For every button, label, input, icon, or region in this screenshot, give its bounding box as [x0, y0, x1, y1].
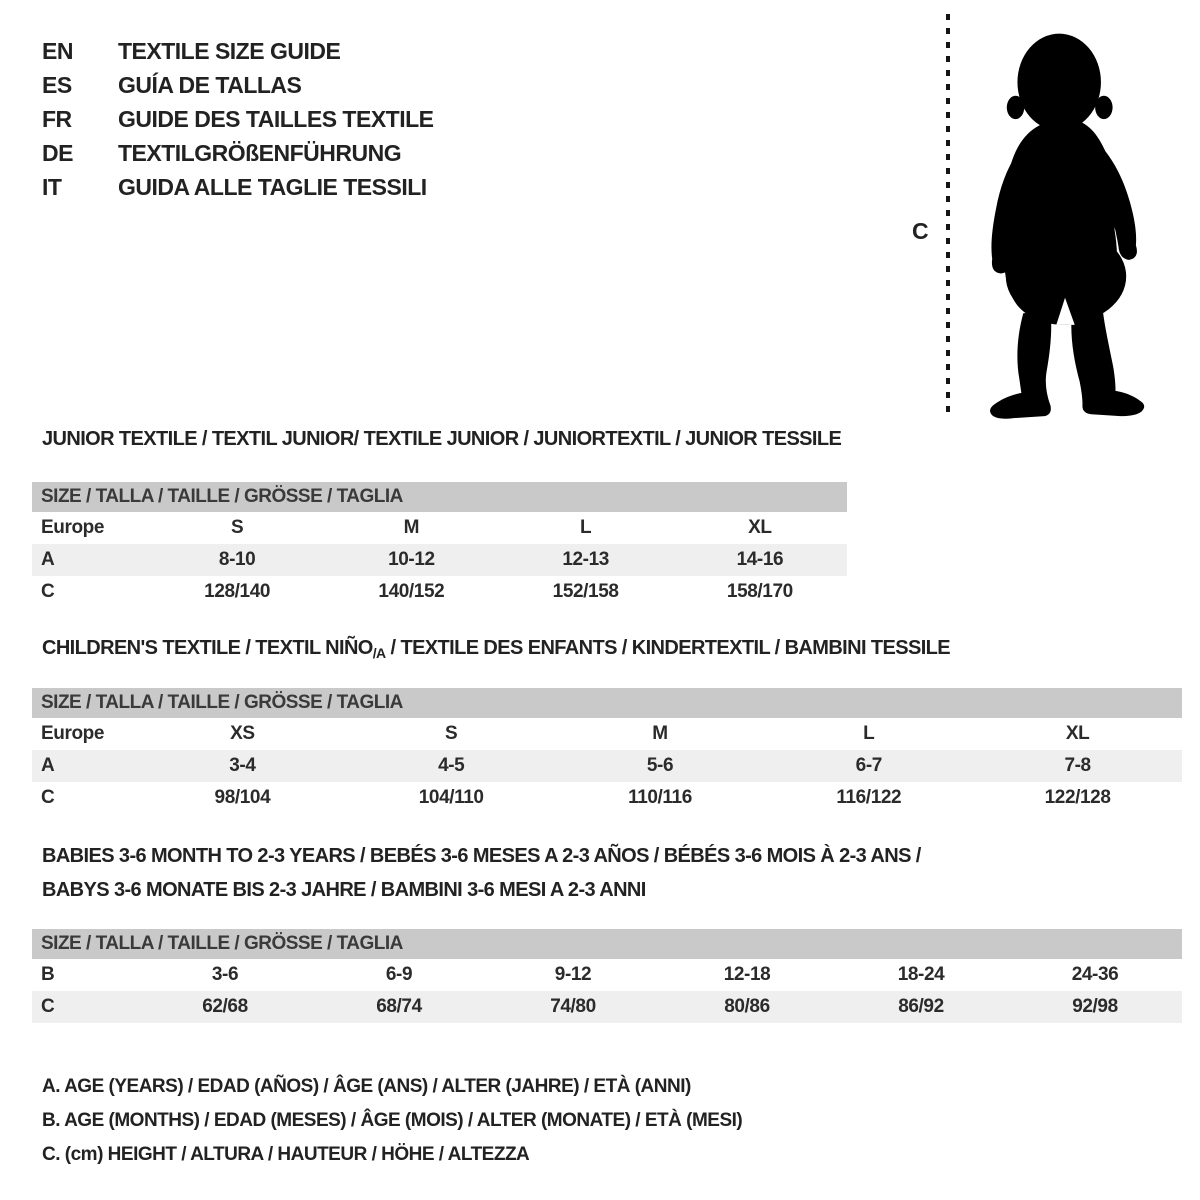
table-cell: 24-36 [1071, 964, 1119, 985]
language-code: EN [42, 37, 73, 64]
table-row-children-age [32, 750, 1182, 782]
section-title-children-pre: CHILDREN'S TEXTILE / TEXTIL NIÑO [42, 637, 373, 659]
section-title-babies-line2: BABYS 3-6 MONATE BIS 2-3 JAHRE / BAMBINI 3-6 MESI A 2-3 ANNI [42, 879, 646, 901]
table-cell: C [41, 581, 55, 602]
language-code: DE [42, 139, 73, 166]
language-code: IT [42, 173, 62, 200]
language-row-de [42, 136, 434, 170]
table-cell: 74/80 [550, 996, 596, 1017]
section-title-junior: JUNIOR TEXTILE / TEXTIL JUNIOR/ TEXTILE JUNIOR / JUNIORTEXTIL / JUNIOR TESSILE [42, 428, 842, 450]
table-cell: 98/104 [214, 787, 271, 808]
table-cell: L [580, 517, 592, 538]
table-row-children-height [32, 782, 1182, 814]
table-cell: 10-12 [388, 549, 435, 570]
legend-line-b: B. AGE (MONTHS) / EDAD (MESES) / ÂGE (MOIS) / ALTER (MONATE) / ETÀ (MESI) [42, 1110, 743, 1131]
table-cell: 6-7 [855, 755, 882, 776]
table-cell: C [41, 787, 55, 808]
size-table-babies [32, 929, 1182, 1023]
table-cell: B [41, 964, 55, 985]
table-cell: Europe [41, 723, 105, 744]
height-measure-dashed-line [946, 14, 950, 416]
legend-line-a: A. AGE (YEARS) / EDAD (AÑOS) / ÂGE (ANS) / ALTER (JAHRE) / ETÀ (ANNI) [42, 1076, 691, 1097]
table-cell: 110/116 [628, 787, 692, 808]
legend [42, 1070, 742, 1172]
table-cell: Europe [41, 517, 105, 538]
legend-line-c: C. (cm) HEIGHT / ALTURA / HAUTEUR / HÖHE / ALTEZZA [42, 1144, 530, 1165]
table-cell: 152/158 [552, 581, 619, 602]
table-cell: 80/86 [724, 996, 770, 1017]
table-cell: XL [748, 517, 772, 538]
table-row-children-sizes [32, 718, 1182, 750]
table-cell: 12-18 [723, 964, 771, 985]
table-cell: 122/128 [1044, 787, 1111, 808]
table-cell: 92/98 [1072, 996, 1118, 1017]
language-list [42, 34, 434, 204]
table-cell: 14-16 [736, 549, 784, 570]
language-title: GUIDA ALLE TAGLIE TESSILI [118, 173, 427, 200]
language-row-en [42, 34, 434, 68]
table-cell: 3-6 [211, 964, 239, 985]
table-cell: 68/74 [376, 996, 422, 1017]
table-row-babies-height [32, 991, 1182, 1023]
language-row-fr [42, 102, 434, 136]
table-cell: 12-13 [562, 549, 609, 570]
table-cell: A [41, 549, 55, 570]
table-cell: 4-5 [438, 755, 465, 776]
table-cell: S [230, 517, 244, 538]
section-title-children-post: / TEXTILE DES ENFANTS / KINDERTEXTIL / BAMBINI TESSILE [385, 637, 951, 659]
table-cell: 8-10 [218, 549, 256, 570]
table-cell: XS [230, 723, 255, 744]
table-row-junior-sizes [32, 512, 847, 544]
section-title-babies-line1: BABIES 3-6 MONTH TO 2-3 YEARS / BEBÉS 3-6 MESES A 2-3 AÑOS / BÉBÉS 3-6 MOIS À 2-3 ANS / [42, 845, 921, 867]
size-table-children [32, 688, 1182, 814]
table-cell: XL [1065, 723, 1090, 744]
table-cell: 18-24 [897, 964, 945, 985]
table-cell: 62/68 [202, 996, 248, 1017]
baby-silhouette-icon [962, 22, 1170, 422]
table-cell: 104/110 [418, 787, 484, 808]
language-title: GUÍA DE TALLAS [118, 71, 302, 98]
size-table-junior [32, 482, 847, 608]
table-cell: S [445, 723, 458, 744]
language-code: FR [42, 105, 72, 132]
table-row-babies-months [32, 959, 1182, 991]
table-cell: C [41, 996, 55, 1017]
section-title-children [42, 637, 950, 661]
table-cell: 6-9 [385, 964, 413, 985]
table-header-junior: SIZE / TALLA / TAILLE / GRÖSSE / TAGLIA [32, 482, 847, 512]
language-title: TEXTILE SIZE GUIDE [118, 37, 341, 64]
table-cell: 86/92 [898, 996, 944, 1017]
measure-label-c: C [912, 218, 929, 244]
table-cell: 140/152 [378, 581, 445, 602]
table-cell: A [41, 755, 55, 776]
language-row-es [42, 68, 434, 102]
language-title: GUIDE DES TAILLES TEXTILE [118, 105, 434, 132]
table-cell: 5-6 [646, 755, 674, 776]
table-cell: L [863, 723, 875, 744]
language-code: ES [42, 71, 72, 98]
table-row-junior-age [32, 544, 847, 576]
table-cell: 7-8 [1064, 755, 1091, 776]
table-header-babies: SIZE / TALLA / TAILLE / GRÖSSE / TAGLIA [32, 929, 1182, 959]
table-cell: 9-12 [554, 964, 592, 985]
language-row-it [42, 170, 434, 204]
table-cell: M [652, 723, 668, 744]
table-header-children: SIZE / TALLA / TAILLE / GRÖSSE / TAGLIA [32, 688, 1182, 718]
table-cell: 116/122 [836, 787, 902, 808]
table-cell: 128/140 [204, 581, 271, 602]
table-row-junior-height [32, 576, 847, 608]
table-cell: 3-4 [229, 755, 256, 776]
table-cell: 158/170 [726, 581, 793, 602]
section-title-children-sub: /A [372, 645, 386, 661]
table-cell: M [403, 517, 420, 538]
language-title: TEXTILGRÖßENFÜHRUNG [118, 139, 402, 166]
